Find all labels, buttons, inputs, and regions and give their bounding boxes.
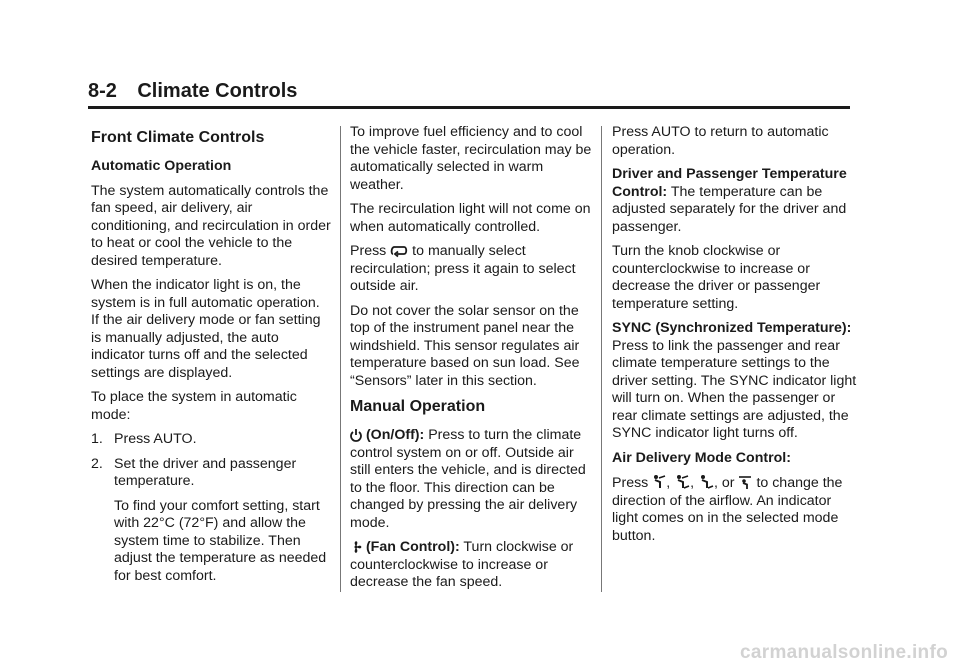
temperature-control-text: The temperature can be adjusted separately for the driver and passenger. bbox=[612, 183, 847, 235]
list-item bbox=[91, 456, 331, 491]
column-1 bbox=[91, 124, 331, 592]
automatic-operation-heading: Automatic Operation bbox=[91, 158, 232, 174]
power-icon bbox=[350, 427, 362, 445]
paragraph: When the indicator light is on, the system is in full automatic operation. If the air delivery mode or fan setting is manually adjusted, the auto indicator turns off and the selected settings are displayed. bbox=[91, 277, 321, 381]
separator: , bbox=[666, 475, 671, 491]
column-3 bbox=[612, 124, 857, 552]
on-off-label: (On/Off): bbox=[365, 427, 425, 443]
recirculation-icon bbox=[390, 243, 408, 261]
fan-icon bbox=[350, 539, 362, 557]
vent-mode-icon bbox=[652, 474, 666, 493]
paragraph: Turn the knob clockwise or counterclockwise to increase or decrease the driver or passenger temperature setting. bbox=[612, 243, 821, 312]
inline-text: Press bbox=[612, 475, 649, 491]
fan-text: Turn clockwise or counterclockwise to increase or decrease the fan speed. bbox=[350, 539, 574, 590]
section-title: Front Climate Controls bbox=[91, 129, 265, 146]
step-text: Press AUTO. bbox=[114, 431, 197, 447]
inline-text: Press bbox=[350, 243, 387, 259]
page-header bbox=[88, 80, 850, 109]
fan-paragraph bbox=[350, 539, 595, 592]
air-delivery-heading: Air Delivery Mode Control: bbox=[612, 449, 791, 466]
separator: , bbox=[690, 475, 695, 491]
paragraph: The system automatically controls the fan speed, air delivery, air conditioning, and recirculation in order to heat or cool the vehicle to the desired temperature. bbox=[91, 182, 331, 269]
column-2 bbox=[350, 124, 595, 599]
watermark: carmanualsonline.info bbox=[740, 642, 948, 663]
separator: , or bbox=[714, 475, 735, 491]
step-note: To find your comfort setting, start with 22°C (72°F) and allow the system time to stabilize. Then adjust the temperature as needed for best comfort. bbox=[114, 497, 327, 584]
paragraph: Press AUTO to return to automatic operation. bbox=[612, 124, 829, 158]
inline-text: to manually select recirculation; press it again to select outside air. bbox=[350, 243, 576, 294]
column-divider bbox=[601, 126, 602, 592]
on-off-text: Press to turn the climate control system on or off. Outside air still enters the vehicle, and is directed to the floor. This direction can be changed by pressing the air delivery mode. bbox=[350, 427, 586, 531]
paragraph: Do not cover the solar sensor on the top of the instrument panel near the windshield. This sensor regulates air temperature based on sun load. See “Sensors” later in this section. bbox=[350, 302, 580, 389]
paragraph: The recirculation light will not come on when automatically controlled. bbox=[350, 201, 591, 235]
bi-level-mode-icon bbox=[674, 474, 690, 493]
fan-label: (Fan Control): bbox=[365, 539, 460, 555]
air-delivery-paragraph bbox=[612, 474, 857, 545]
step-text: Set the driver and passenger temperature. bbox=[114, 455, 297, 489]
temperature-control-label: Driver and Passenger Temperature Control: bbox=[612, 166, 847, 200]
sync-label: SYNC (Synchronized Temperature): bbox=[612, 320, 852, 336]
list-item bbox=[91, 431, 331, 449]
inline-text: to change the direction of the airflow. An indicator light comes on in the selected mode button. bbox=[612, 475, 843, 544]
on-off-paragraph bbox=[350, 427, 595, 532]
step-number: 2. bbox=[91, 455, 103, 472]
paragraph-recirculation bbox=[350, 243, 595, 296]
temperature-control-paragraph bbox=[612, 166, 857, 236]
page-number: 8-2 bbox=[88, 80, 117, 102]
defog-mode-icon bbox=[738, 474, 752, 493]
manual-operation-heading: Manual Operation bbox=[350, 398, 486, 415]
paragraph: To improve fuel efficiency and to cool the vehicle faster, recirculation may be automatically selected in warm weather. bbox=[350, 124, 592, 193]
chapter-title: Climate Controls bbox=[137, 80, 298, 102]
sync-paragraph bbox=[612, 320, 857, 443]
floor-mode-icon bbox=[698, 474, 714, 493]
step-number: 1. bbox=[91, 431, 103, 447]
column-divider bbox=[340, 126, 341, 592]
paragraph: To place the system in automatic mode: bbox=[91, 389, 297, 423]
sync-text: Press to link the passenger and rear climate temperature settings to the driver setting. The SYNC indicator light will turn on. When the passenger or rear climate settings are adjusted, the SYNC indicator light turns off. bbox=[612, 337, 857, 441]
